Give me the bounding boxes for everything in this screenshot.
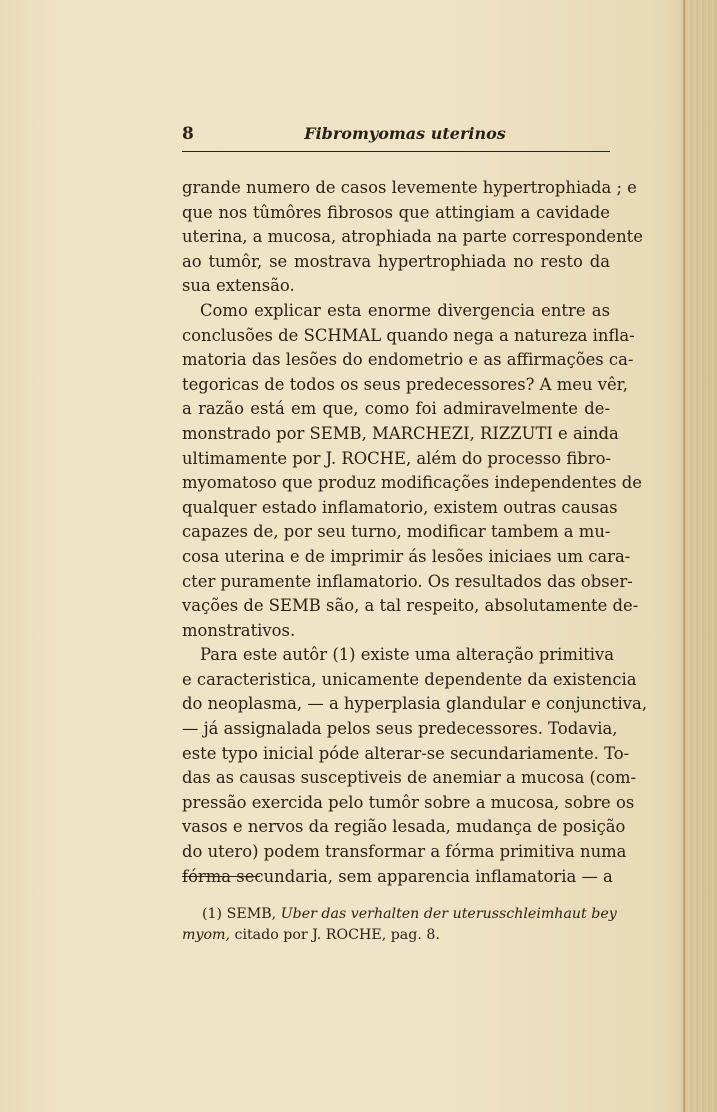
text-line: das as causas susceptiveis de anemiar a mucosa (com- <box>182 768 637 788</box>
paragraph <box>182 299 642 643</box>
text-line: grande numero de casos levemente hypertrophiada ; e <box>182 178 637 197</box>
footnote-line <box>182 904 617 925</box>
page-fold <box>683 0 685 1112</box>
text-line: matoria das lesões do endometrio e as affirmações ca- <box>182 350 634 370</box>
text-line: monstrado por SEMB, MARCHEZI, RIZZUTI e ainda <box>182 423 619 443</box>
paragraph <box>182 176 643 299</box>
text-line: tegoricas de todos os seus predecessores? A meu vêr, <box>182 374 628 394</box>
text-line: qualquer estado inflamatorio, existem outras causas <box>182 497 618 517</box>
text-line: cosa uterina e de imprimir ás lesões iniciaes um cara- <box>182 546 631 566</box>
text-line: capazes de, por seu turno, modificar tambem a mu- <box>182 522 611 542</box>
footnote-line <box>182 925 610 946</box>
footnote-author: SEMB, <box>226 906 277 922</box>
text-line: vasos e nervos da região lesada, mudança de posição <box>182 817 626 837</box>
header-rule <box>182 151 610 152</box>
footnote-citation: citado por J. ROCHE, pag. 8. <box>234 927 440 943</box>
page-edge <box>681 0 717 1112</box>
footnote-rule <box>182 876 260 877</box>
running-title: Fibromyomas uterinos <box>304 124 506 143</box>
text-line: ao tumôr, se mostrava hypertrophiada no resto da <box>182 251 610 271</box>
text-line: fórma secundaria, sem apparencia inflamatoria — a <box>182 866 613 886</box>
footnote-title: Uber das verhalten der uterusschleimhaut bey <box>280 906 617 922</box>
footnote <box>182 904 617 946</box>
text-line: este typo inicial póde alterar-se secundariamente. To- <box>182 743 630 763</box>
text-line: monstrativos. <box>182 620 296 640</box>
text-line: cter puramente inflamatorio. Os resultados das obser- <box>182 571 633 591</box>
text-line: do utero) podem transformar a fórma primitiva numa <box>182 842 627 862</box>
text-line: conclusões de SCHMAL quando nega a natureza infla- <box>182 325 635 345</box>
text-line: ultimamente por J. ROCHE, além do processo fibro- <box>182 448 612 468</box>
text-line: vações de SEMB são, a tal respeito, absolutamente de- <box>182 596 639 616</box>
text-line: Para este autôr (1) existe uma alteração primitiva <box>200 645 615 665</box>
text-line: Como explicar esta enorme divergencia entre as <box>200 300 610 320</box>
paragraph <box>182 643 648 889</box>
text-line: do neoplasma, — a hyperplasia glandular e conjunctiva, <box>182 694 648 714</box>
text-line: e caracteristica, unicamente dependente da existencia <box>182 669 637 689</box>
text-line: que nos tûmôres fibrosos que attingiam a cavidade <box>182 202 610 222</box>
text-line: — já assignalada pelos seus predecessores. Todavia, <box>182 719 618 739</box>
footnote-marker: (1) <box>202 906 223 922</box>
text-line: a razão está em que, como foi admiravelmente de- <box>182 399 610 419</box>
page-number: 8 <box>182 124 194 144</box>
text-line: uterina, a mucosa, atrophiada na parte correspondente <box>182 227 643 247</box>
page-header <box>182 124 608 148</box>
text-line: myomatoso que produz modificações independentes de <box>182 473 642 493</box>
text-line: sua extensão. <box>182 276 295 296</box>
footnote-title-cont: myom, <box>182 927 230 943</box>
text-line: pressão exercida pelo tumôr sobre a mucosa, sobre os <box>182 792 635 812</box>
body-text <box>182 176 648 889</box>
